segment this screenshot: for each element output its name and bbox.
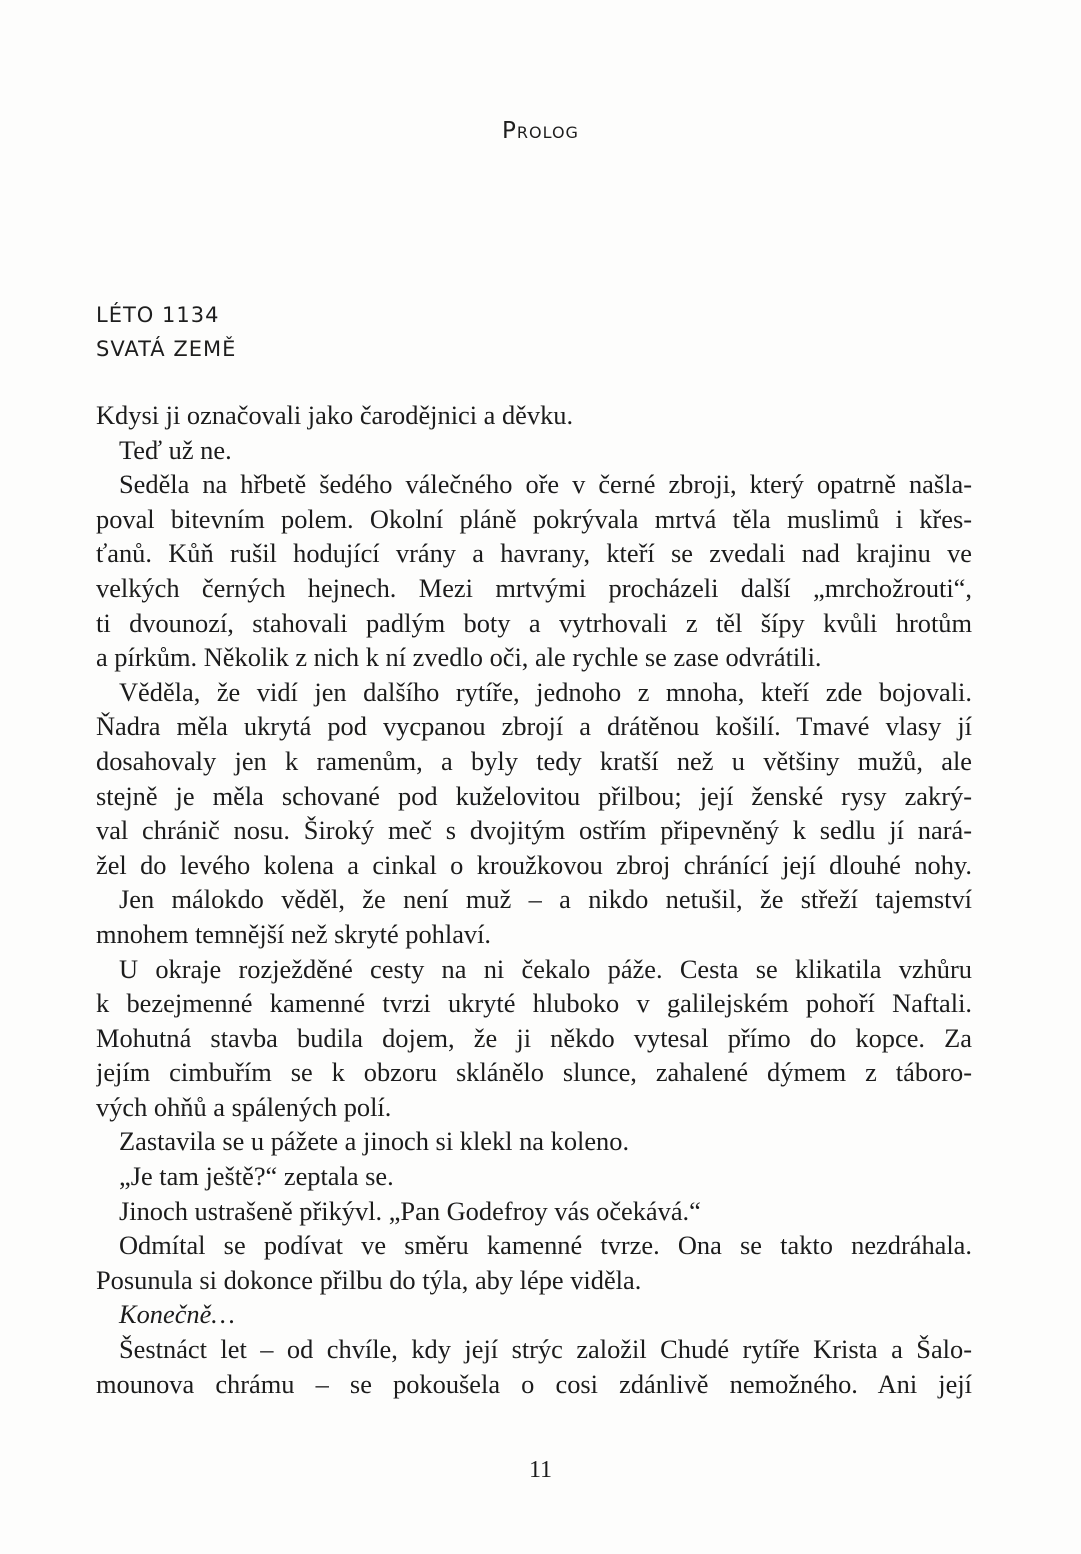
text-line: Kdysi ji označovali jako čarodějnici a děvku.: [96, 400, 574, 430]
chapter-title: Prolog: [502, 118, 579, 144]
text-line: U okraje rozježděné cesty na ni čekalo páže. Cesta se klikatila vzhůru: [119, 953, 972, 984]
text-line: stejně je měla schované pod kuželovitou přilbou; její ženské rysy zakrý-: [96, 780, 972, 811]
text-line: k bezejmenné kamenné tvrzi ukryté hluboko v galilejském pohoří Naftali.: [96, 988, 972, 1019]
text-line: velkých černých hejnech. Mezi mrtvými procházeli další „mrchožrouti“,: [96, 572, 972, 603]
text-line: Posunula si dokonce přilbu do týla, aby lépe viděla.: [96, 1264, 642, 1295]
text-line: Seděla na hřbetě šedého válečného oře v černé zbroji, který opatrně našla-: [119, 469, 972, 500]
heading-place: SVATÁ ZEMĚ: [96, 337, 237, 361]
text-line: Věděla, že vidí jen dalšího rytíře, jednoho z mnoha, kteří zde bojovali.: [119, 676, 972, 707]
text-line: val chránič nosu. Široký meč s dvojitým ostřím připevněný k sedlu jí nará-: [96, 815, 972, 846]
text-line: „Je tam ještě?“ zeptala se.: [119, 1161, 394, 1192]
text-line: ti dvounozí, stahovali padlým boty a vytrhovali z těl šípy kvůli hrotům: [96, 607, 972, 638]
text-line: jejím cimbuřím se k obzoru sklánělo slunce, zahalené dýmem z táboro-: [96, 1057, 972, 1088]
text-line: Odmítal se podívat ve směru kamenné tvrze. Ona se takto nezdráhala.: [119, 1230, 972, 1261]
text-line: Mohutná stavba budila dojem, že ji někdo vytesal přímo do kopce. Za: [96, 1022, 972, 1053]
body-text: [96, 398, 972, 1401]
text-line: a pírkům. Několik z nich k ní zvedlo oči, ale rychle se zase odvrátili.: [96, 642, 822, 673]
text-line: dosahovaly jen k ramenům, a byly tedy kratší než u většiny mužů, ale: [96, 745, 972, 776]
heading-year: LÉTO 1134: [96, 303, 220, 327]
text-line: mounova chrámu – se pokoušela o cosi zdánlivě nemožného. Ani její: [96, 1368, 972, 1399]
text-line: Jen málokdo věděl, že není muž – a nikdo netušil, že střeží tajemství: [119, 884, 972, 915]
section-heading: [96, 298, 236, 366]
text-line: ťanů. Kůň rušil hodující vrány a havrany, kteří se zvedali nad krajinu ve: [96, 538, 972, 569]
text-line: vých ohňů a spálených polí.: [96, 1091, 392, 1122]
text-line: Zastavila se u pážete a jinoch si klekl na koleno.: [119, 1126, 630, 1157]
text-line: žel do levého kolena a cinkal o kroužkovou zbroj chránící její dlouhé nohy.: [96, 849, 972, 880]
page-number: 11: [528, 1457, 553, 1483]
text-line: poval bitevním polem. Okolní pláně pokrývala mrtvá těla muslimů i křes-: [96, 503, 972, 534]
text-line: Konečně…: [119, 1299, 235, 1330]
text-line: mnohem temnější než skryté pohlaví.: [96, 918, 492, 949]
text-line: Jinoch ustrašeně přikývl. „Pan Godefroy vás očekává.“: [119, 1195, 701, 1226]
text-line: Teď už ne.: [119, 434, 232, 465]
text-line: Šestnáct let – od chvíle, kdy její strýc založil Chudé rytíře Krista a Šalo-: [119, 1334, 972, 1365]
text-line: Ňadra měla ukrytá pod vycpanou zbrojí a drátěnou košilí. Tmavé vlasy jí: [96, 711, 972, 742]
